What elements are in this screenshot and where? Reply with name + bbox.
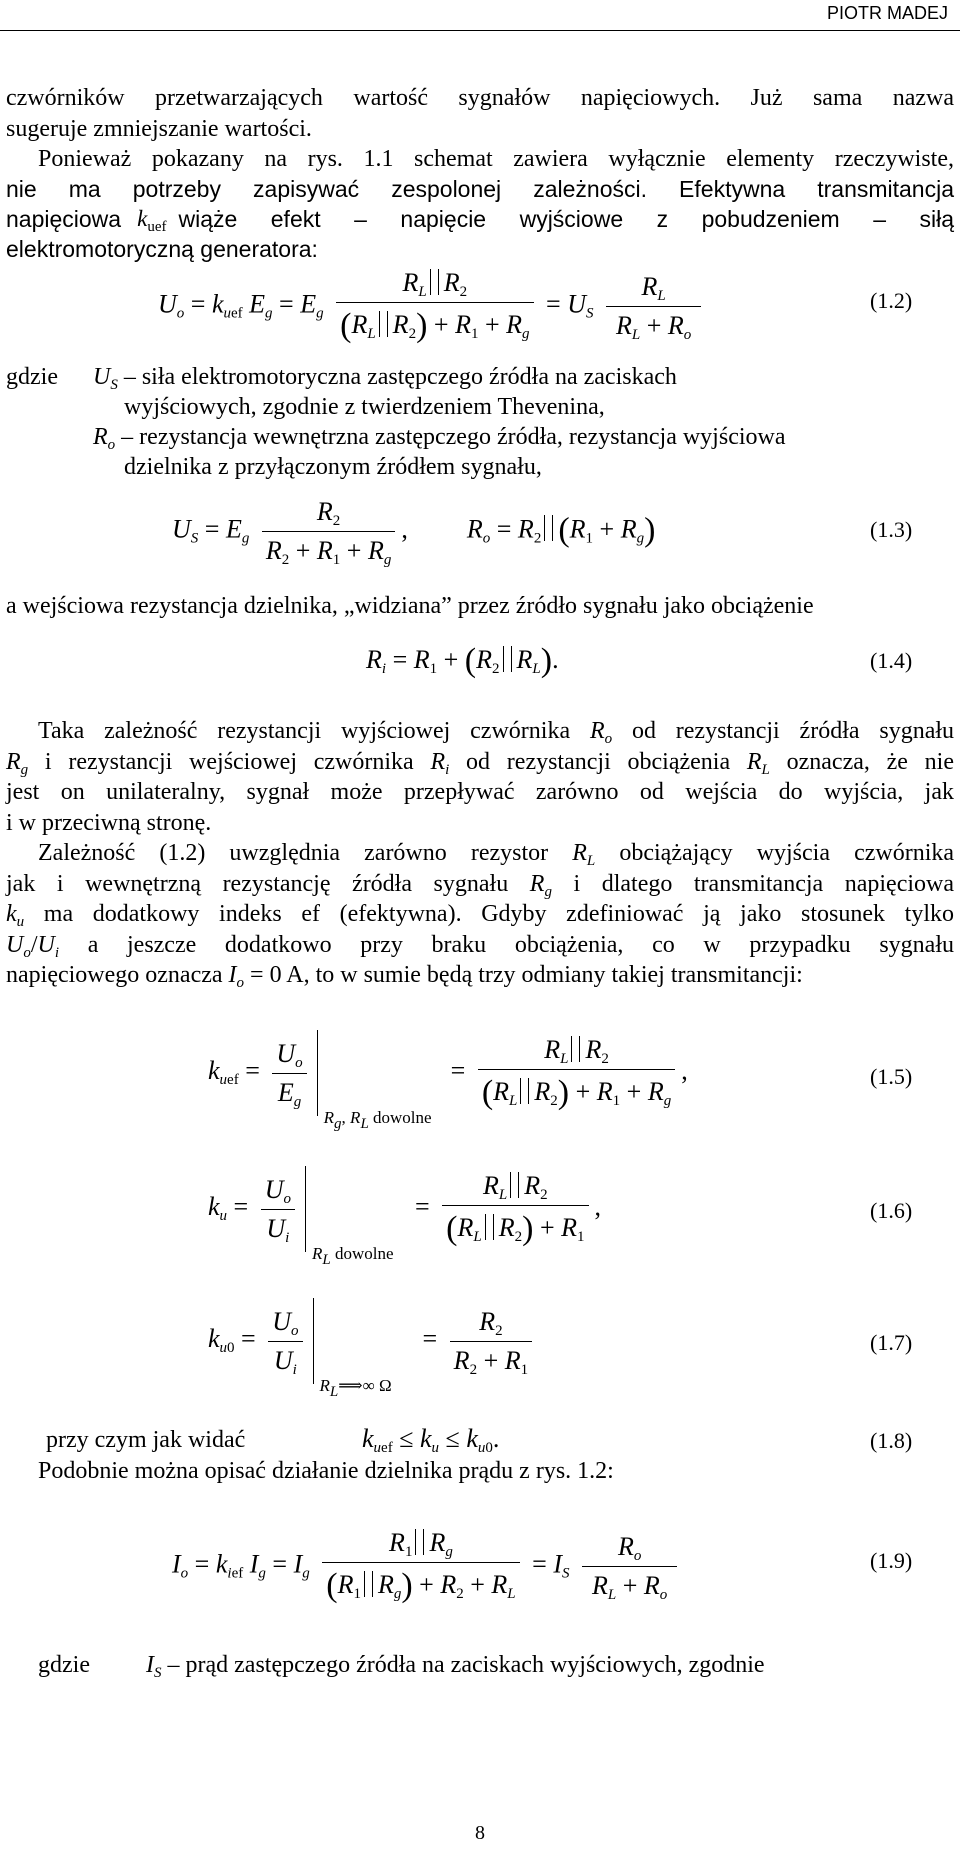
- equation-1-6: $k_u$ = $\frac{U_o}{U_i}$ $R_L$ dowolne = $\frac{R_L R_2}{(R_L R_2) + R_1}$ ,: [208, 1166, 601, 1252]
- text-fragment: rezystancja wewnętrzna zastępczego źródła, rezystancja wyjściowa: [139, 424, 786, 450]
- condition-text: dowolne: [373, 1108, 432, 1127]
- equation-1-4: $R_i = R_1 + (R_2$ $R_L$).: [366, 642, 559, 679]
- text-fragment: jak i wewnętrzną rezystancję źródła sygnału: [6, 871, 509, 897]
- equation-1-2: $U_o = k_{uef}$ $E_g = E_g$ $\frac{R_L R_2}{(R_L R_2) + R_1 + R_g}$ = $U_S$ $\frac{R_L}{R_L + R_o}$: [158, 268, 707, 345]
- equation-1-5: $k_{uef}$ = $\frac{U_o}{E_g}$ $R_g$, $R_L$ dowolne = $\frac{R_L R_2}{(R_L R_2) + R_1 + R_g}$ ,: [208, 1030, 688, 1116]
- def-us: $U_S$ – siła elektromotoryczna zastępczego źródła na zaciskach: [93, 364, 677, 393]
- text-line: jak i wewnętrzną rezystancję źródła sygnału $R_g$ i dlatego transmitancja napięciowa: [6, 871, 954, 900]
- page-number: 8: [475, 1822, 485, 1844]
- text-line: sugeruje zmniejszanie wartości.: [6, 116, 312, 142]
- def-is: $I_S$ – prąd zastępczego źródła na zaciskach wyjściowych, zgodnie: [146, 1652, 765, 1681]
- symbol-k-uef: $k_{uef}$: [137, 206, 167, 235]
- text-line: Podobnie można opisać działanie dzielnika prądu z rys. 1.2:: [38, 1458, 614, 1484]
- text-line: dzielnika z przyłączonym źródłem sygnału,: [124, 454, 542, 480]
- condition-text: dowolne: [334, 1244, 394, 1263]
- equation-number: (1.5): [870, 1064, 913, 1089]
- text-fragment: Taka zależność rezystancji wyjściowej czwórnika: [38, 718, 571, 744]
- text-fragment: wiąże efekt – napięcie wyjściowe z pobudzeniem – siłą: [178, 206, 954, 232]
- text-line: Taka zależność rezystancji wyjściowej czwórnika $R_o$ od rezystancji źródła sygnału: [38, 718, 955, 747]
- text-fragment: i dlatego transmitancja napięciowa: [573, 871, 954, 897]
- text-line: Ponieważ pokazany na rys. 1.1 schemat zawiera wyłącznie elementy rzeczywiste,: [38, 146, 954, 172]
- condition-text: Ω: [378, 1376, 392, 1395]
- header-author: PIOTR MADEJ: [826, 3, 948, 23]
- text-fragment: od rezystancji źródła sygnału: [631, 718, 955, 744]
- text-line: $U_o/U_i$ a jeszcze dodatkowo przy braku obciążenia, co w przypadku sygnału: [6, 932, 954, 961]
- text-line: $k_u$ ma dodatkowy indeks ef (efektywna). Gdyby zdefiniować ją jako stosunek tylko: [6, 901, 954, 930]
- label-gdzie: gdzie: [38, 1652, 90, 1678]
- equation-number: (1.2): [870, 288, 913, 313]
- text-fragment: oznacza, że nie: [786, 749, 954, 775]
- text-line: wyjściowych, zgodnie z twierdzeniem Thevenina,: [124, 394, 605, 420]
- running-header: [0, 0, 960, 31]
- text-fragment: napięciowa: [6, 206, 122, 232]
- text-line: Zależność (1.2) uwzględnia zarówno rezystor $R_L$ obciążający wyjścia czwórnika: [38, 840, 955, 869]
- equation-1-8: $k_{uef} \le k_u \le k_{u0}$.: [362, 1424, 500, 1456]
- text-fragment: a jeszcze dodatkowo przy braku obciążenia, co w przypadku sygnału: [87, 932, 954, 958]
- text-line: jest on unilateralny, sygnał może przepływać zarówno od wejścia do wyjścia, jak: [6, 779, 954, 805]
- equation-1-9: $I_o = k_{ief}$ $I_g = I_g$ $\frac{R_1 R_g}{(R_1 R_g) + R_2 + R_L}$ = $I_S$ $\frac{R_o}{R_L + R_o}$: [172, 1528, 683, 1605]
- label-gdzie: gdzie: [6, 364, 58, 390]
- text-line: [6, 206, 954, 233]
- text-fragment: obciążający wyjścia czwórnika: [619, 840, 955, 866]
- text-line: przy czym jak widać: [46, 1427, 246, 1453]
- text-fragment: ma dodatkowy indeks ef (efektywna). Gdyby zdefiniować ją jako stosunek tylko: [43, 901, 954, 927]
- text-line: czwórników przetwarzających wartość sygnałów napięciowych. Już sama nazwa: [6, 85, 954, 111]
- text-line: $R_g$ i rezystancji wejściowej czwórnika $R_i$ od rezystancji obciążenia $R_L$ oznacza, że nie: [6, 749, 954, 778]
- text-fragment: = 0 A, to w sumie będą trzy odmiany takiej transmitancji:: [250, 962, 803, 988]
- text-fragment: napięciowego oznacza: [6, 962, 223, 988]
- equation-1-7: $k_{u0}$ = $\frac{U_o}{U_i}$ $R_L⟹\infty$ Ω = $\frac{R_2}{R_2 + R_1}$: [208, 1298, 538, 1384]
- equation-number: (1.6): [870, 1198, 913, 1223]
- equation-1-3: $U_S = E_g$ $\frac{R_2}{R_2 + R_1 + R_g}$ , $R_o = R_2$ $(R_1 + R_g)$: [172, 497, 656, 568]
- text-line: a wejściowa rezystancja dzielnika, „widziana” przez źródło sygnału jako obciążenie: [6, 593, 814, 619]
- text-fragment: prąd zastępczego źródła na zaciskach wyjściowych, zgodnie: [185, 1652, 765, 1678]
- text-fragment: i rezystancji wejściowej czwórnika: [44, 749, 414, 775]
- text-fragment: od rezystancji obciążenia: [466, 749, 731, 775]
- text-line: i w przeciwną stronę.: [6, 810, 212, 836]
- text-line: elektromotoryczną generatora:: [6, 236, 318, 262]
- equation-number: (1.4): [870, 648, 913, 673]
- equation-number: (1.7): [870, 1330, 913, 1355]
- equation-number: (1.3): [870, 517, 913, 542]
- equation-number: (1.8): [870, 1428, 913, 1453]
- text-fragment: siła elektromotoryczna zastępczego źródła na zaciskach: [141, 364, 677, 390]
- text-line: nie ma potrzeby zapisywać zespolonej zależności. Efektywna transmitancja: [6, 176, 954, 202]
- text-line: napięciowego oznacza $I_o = 0$ A, to w sumie będą trzy odmiany takiej transmitancji:: [6, 962, 803, 991]
- equation-number: (1.9): [870, 1548, 913, 1573]
- text-fragment: Zależność (1.2) uwzględnia zarówno rezystor: [38, 840, 549, 866]
- def-ro: $R_o$ – rezystancja wewnętrzna zastępczego źródła, rezystancja wyjściowa: [93, 424, 786, 453]
